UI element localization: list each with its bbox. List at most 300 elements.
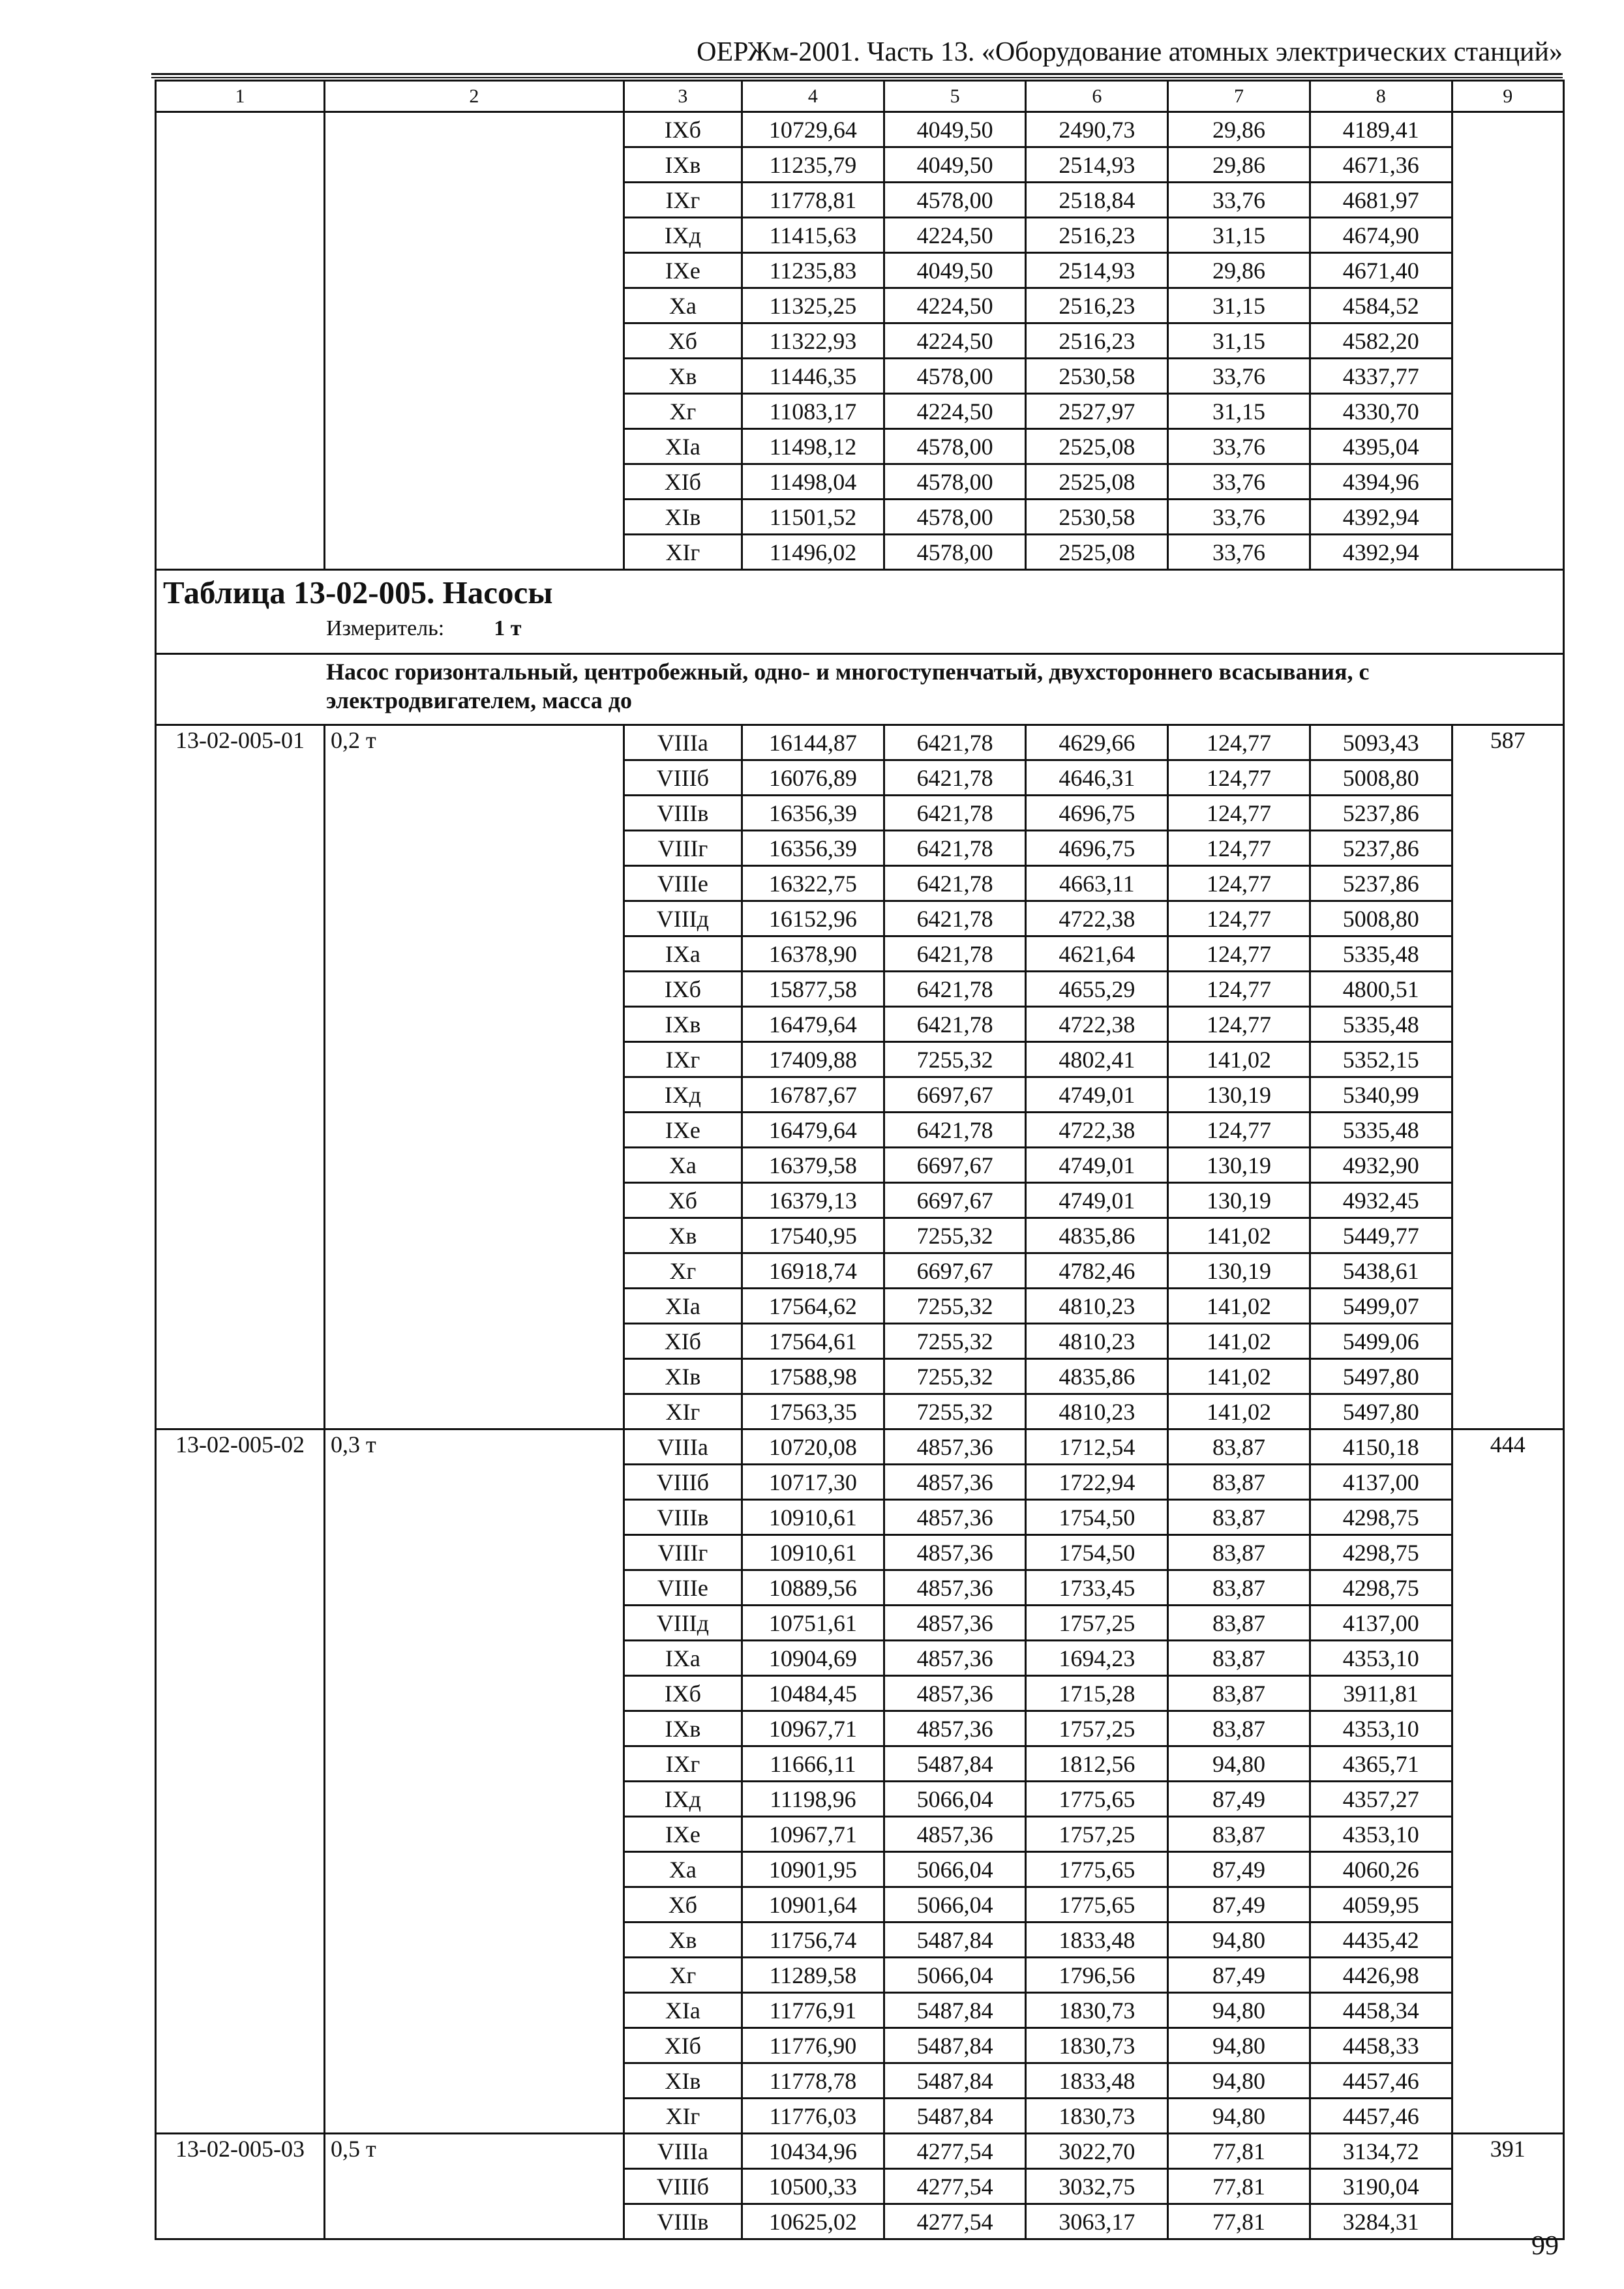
machine-cost-cell: 4629,66: [1026, 725, 1168, 760]
labor-cost-cell: 6421,78: [884, 831, 1026, 866]
labor-cost-cell: 6697,67: [884, 1148, 1026, 1183]
operator-wage-cell: 83,87: [1168, 1817, 1310, 1852]
operator-wage-cell: 124,77: [1168, 760, 1310, 796]
operator-wage-cell: 83,87: [1168, 1606, 1310, 1641]
blank-cell: [156, 112, 325, 570]
region-cell: Xг: [624, 1958, 742, 1993]
materials-cost-cell: 5093,43: [1310, 725, 1452, 760]
materials-cost-cell: 5237,86: [1310, 866, 1452, 901]
operator-wage-cell: 130,19: [1168, 1148, 1310, 1183]
region-cell: XIг: [624, 535, 742, 570]
materials-cost-cell: 4353,10: [1310, 1817, 1452, 1852]
labor-cost-cell: 6421,78: [884, 901, 1026, 936]
machine-cost-cell: 1775,65: [1026, 1782, 1168, 1817]
machine-cost-cell: 1830,73: [1026, 1993, 1168, 2028]
operator-wage-cell: 141,02: [1168, 1324, 1310, 1359]
machine-cost-cell: 1833,48: [1026, 2063, 1168, 2099]
machine-cost-cell: 4782,46: [1026, 1253, 1168, 1289]
total-cost-cell: 16152,96: [742, 901, 884, 936]
operator-wage-cell: 124,77: [1168, 1007, 1310, 1042]
region-cell: Xа: [624, 1852, 742, 1887]
region-cell: Xб: [624, 1183, 742, 1218]
resource-cell: 587: [1452, 725, 1563, 1429]
labor-cost-cell: 7255,32: [884, 1218, 1026, 1253]
total-cost-cell: 11666,11: [742, 1746, 884, 1782]
machine-cost-cell: 4749,01: [1026, 1183, 1168, 1218]
materials-cost-cell: 5497,80: [1310, 1394, 1452, 1429]
labor-cost-cell: 4578,00: [884, 183, 1026, 218]
page-header: ОЕРЖм-2001. Часть 13. «Оборудование атомных электрических станций»: [697, 37, 1563, 67]
region-cell: VIIIг: [624, 1535, 742, 1570]
operator-wage-cell: 141,02: [1168, 1394, 1310, 1429]
materials-cost-cell: 4392,94: [1310, 535, 1452, 570]
operator-wage-cell: 29,86: [1168, 112, 1310, 147]
region-cell: IXe: [624, 253, 742, 288]
machine-cost-cell: 4749,01: [1026, 1077, 1168, 1113]
labor-cost-cell: 6697,67: [884, 1253, 1026, 1289]
total-cost-cell: 16479,64: [742, 1007, 884, 1042]
labor-cost-cell: 4857,36: [884, 1606, 1026, 1641]
item-description: Насос горизонтальный, центробежный, одно- и многоступенчатый, двухстороннего всасывания, с электродвигателем, масса до: [156, 654, 1564, 725]
materials-cost-cell: 5335,48: [1310, 936, 1452, 972]
description-row: [156, 654, 1564, 725]
table-title: Таблица 13-02-005. Насосы: [163, 575, 553, 610]
labor-cost-cell: 6421,78: [884, 972, 1026, 1007]
table-row: [156, 725, 1564, 760]
total-cost-cell: 17564,62: [742, 1289, 884, 1324]
machine-cost-cell: 1754,50: [1026, 1500, 1168, 1535]
operator-wage-cell: 141,02: [1168, 1359, 1310, 1394]
materials-cost-cell: 4150,18: [1310, 1429, 1452, 1465]
region-cell: Xв: [624, 1218, 742, 1253]
code-cell: 13-02-005-01: [156, 725, 325, 1429]
materials-cost-cell: 4674,90: [1310, 218, 1452, 253]
labor-cost-cell: 4578,00: [884, 464, 1026, 500]
machine-cost-cell: 1812,56: [1026, 1746, 1168, 1782]
labor-cost-cell: 4277,54: [884, 2169, 1026, 2204]
materials-cost-cell: 4395,04: [1310, 429, 1452, 464]
region-cell: VIIIг: [624, 831, 742, 866]
total-cost-cell: 11778,78: [742, 2063, 884, 2099]
machine-cost-cell: 4810,23: [1026, 1289, 1168, 1324]
total-cost-cell: 10720,08: [742, 1429, 884, 1465]
blank-cell: [325, 112, 624, 570]
labor-cost-cell: 5066,04: [884, 1887, 1026, 1922]
total-cost-cell: 11776,91: [742, 1993, 884, 2028]
total-cost-cell: 10901,95: [742, 1852, 884, 1887]
machine-cost-cell: 4696,75: [1026, 831, 1168, 866]
materials-cost-cell: 4932,90: [1310, 1148, 1452, 1183]
total-cost-cell: 16479,64: [742, 1113, 884, 1148]
region-cell: IXe: [624, 1113, 742, 1148]
table-title-row: [156, 570, 1564, 654]
materials-cost-cell: 5352,15: [1310, 1042, 1452, 1077]
materials-cost-cell: 5499,06: [1310, 1324, 1452, 1359]
region-cell: XIг: [624, 2099, 742, 2134]
region-cell: XIб: [624, 464, 742, 500]
total-cost-cell: 11325,25: [742, 288, 884, 323]
total-cost-cell: 10717,30: [742, 1465, 884, 1500]
column-number: 1: [156, 81, 325, 112]
materials-cost-cell: 5438,61: [1310, 1253, 1452, 1289]
region-cell: VIIIа: [624, 2134, 742, 2169]
machine-cost-cell: 2525,08: [1026, 429, 1168, 464]
operator-wage-cell: 83,87: [1168, 1465, 1310, 1500]
column-number: 3: [624, 81, 742, 112]
materials-cost-cell: 4137,00: [1310, 1606, 1452, 1641]
materials-cost-cell: 4353,10: [1310, 1641, 1452, 1676]
region-cell: VIIIб: [624, 1465, 742, 1500]
resource-cell: 444: [1452, 1429, 1563, 2134]
machine-cost-cell: 1757,25: [1026, 1606, 1168, 1641]
rates-table: [155, 80, 1565, 2240]
labor-cost-cell: 4857,36: [884, 1817, 1026, 1852]
region-cell: VIIIд: [624, 1606, 742, 1641]
operator-wage-cell: 130,19: [1168, 1183, 1310, 1218]
machine-cost-cell: 4835,86: [1026, 1359, 1168, 1394]
operator-wage-cell: 31,15: [1168, 218, 1310, 253]
materials-cost-cell: 5237,86: [1310, 796, 1452, 831]
labor-cost-cell: 4578,00: [884, 535, 1026, 570]
machine-cost-cell: 4722,38: [1026, 901, 1168, 936]
machine-cost-cell: 1694,23: [1026, 1641, 1168, 1676]
labor-cost-cell: 5487,84: [884, 1922, 1026, 1958]
total-cost-cell: 11446,35: [742, 359, 884, 394]
operator-wage-cell: 87,49: [1168, 1887, 1310, 1922]
header-rule: [151, 77, 1563, 78]
table-row: [156, 2134, 1564, 2169]
operator-wage-cell: 83,87: [1168, 1500, 1310, 1535]
region-cell: VIIIe: [624, 866, 742, 901]
page-number: 99: [1531, 2231, 1559, 2261]
operator-wage-cell: 83,87: [1168, 1641, 1310, 1676]
column-number: 2: [325, 81, 624, 112]
machine-cost-cell: 2516,23: [1026, 323, 1168, 359]
machine-cost-cell: 4646,31: [1026, 760, 1168, 796]
labor-cost-cell: 6697,67: [884, 1077, 1026, 1113]
machine-cost-cell: 1722,94: [1026, 1465, 1168, 1500]
materials-cost-cell: 4060,26: [1310, 1852, 1452, 1887]
total-cost-cell: 16356,39: [742, 831, 884, 866]
materials-cost-cell: 4671,40: [1310, 253, 1452, 288]
materials-cost-cell: 4059,95: [1310, 1887, 1452, 1922]
machine-cost-cell: 1796,56: [1026, 1958, 1168, 1993]
region-cell: IXд: [624, 1077, 742, 1113]
materials-cost-cell: 4457,46: [1310, 2063, 1452, 2099]
operator-wage-cell: 77,81: [1168, 2134, 1310, 2169]
machine-cost-cell: 2530,58: [1026, 500, 1168, 535]
region-cell: XIа: [624, 1289, 742, 1324]
total-cost-cell: 11776,03: [742, 2099, 884, 2134]
region-cell: XIв: [624, 500, 742, 535]
machine-cost-cell: 1715,28: [1026, 1676, 1168, 1711]
total-cost-cell: 11198,96: [742, 1782, 884, 1817]
materials-cost-cell: 4681,97: [1310, 183, 1452, 218]
labor-cost-cell: 5066,04: [884, 1852, 1026, 1887]
total-cost-cell: 10729,64: [742, 112, 884, 147]
total-cost-cell: 16356,39: [742, 796, 884, 831]
materials-cost-cell: 4353,10: [1310, 1711, 1452, 1746]
region-cell: XIа: [624, 429, 742, 464]
total-cost-cell: 11498,04: [742, 464, 884, 500]
operator-wage-cell: 83,87: [1168, 1676, 1310, 1711]
total-cost-cell: 11289,58: [742, 1958, 884, 1993]
labor-cost-cell: 4049,50: [884, 147, 1026, 183]
machine-cost-cell: 1757,25: [1026, 1817, 1168, 1852]
operator-wage-cell: 77,81: [1168, 2169, 1310, 2204]
machine-cost-cell: 1775,65: [1026, 1887, 1168, 1922]
operator-wage-cell: 124,77: [1168, 796, 1310, 831]
labor-cost-cell: 6421,78: [884, 866, 1026, 901]
region-cell: VIIIа: [624, 725, 742, 760]
machine-cost-cell: 2525,08: [1026, 464, 1168, 500]
materials-cost-cell: 3284,31: [1310, 2204, 1452, 2239]
operator-wage-cell: 83,87: [1168, 1570, 1310, 1606]
machine-cost-cell: 1757,25: [1026, 1711, 1168, 1746]
total-cost-cell: 11776,90: [742, 2028, 884, 2063]
machine-cost-cell: 4722,38: [1026, 1007, 1168, 1042]
total-cost-cell: 11235,79: [742, 147, 884, 183]
machine-cost-cell: 4663,11: [1026, 866, 1168, 901]
total-cost-cell: 10500,33: [742, 2169, 884, 2204]
operator-wage-cell: 33,76: [1168, 500, 1310, 535]
operator-wage-cell: 94,80: [1168, 1993, 1310, 2028]
region-cell: VIIIв: [624, 796, 742, 831]
labor-cost-cell: 4049,50: [884, 112, 1026, 147]
machine-cost-cell: 4810,23: [1026, 1324, 1168, 1359]
operator-wage-cell: 33,76: [1168, 464, 1310, 500]
materials-cost-cell: 4584,52: [1310, 288, 1452, 323]
region-cell: VIIIд: [624, 901, 742, 936]
region-cell: IXe: [624, 1817, 742, 1852]
machine-cost-cell: 1775,65: [1026, 1852, 1168, 1887]
operator-wage-cell: 94,80: [1168, 1922, 1310, 1958]
region-cell: IXа: [624, 936, 742, 972]
materials-cost-cell: 4394,96: [1310, 464, 1452, 500]
materials-cost-cell: 5335,48: [1310, 1007, 1452, 1042]
header-rule: [151, 73, 1563, 75]
machine-cost-cell: 4722,38: [1026, 1113, 1168, 1148]
labor-cost-cell: 5487,84: [884, 1993, 1026, 2028]
materials-cost-cell: 3911,81: [1310, 1676, 1452, 1711]
operator-wage-cell: 124,77: [1168, 901, 1310, 936]
region-cell: IXа: [624, 1641, 742, 1676]
machine-cost-cell: 2525,08: [1026, 535, 1168, 570]
materials-cost-cell: 3134,72: [1310, 2134, 1452, 2169]
materials-cost-cell: 4932,45: [1310, 1183, 1452, 1218]
operator-wage-cell: 31,15: [1168, 394, 1310, 429]
operator-wage-cell: 124,77: [1168, 831, 1310, 866]
labor-cost-cell: 7255,32: [884, 1042, 1026, 1077]
total-cost-cell: 10484,45: [742, 1676, 884, 1711]
total-cost-cell: 16787,67: [742, 1077, 884, 1113]
total-cost-cell: 10434,96: [742, 2134, 884, 2169]
region-cell: IXг: [624, 1746, 742, 1782]
region-cell: Xв: [624, 359, 742, 394]
operator-wage-cell: 124,77: [1168, 936, 1310, 972]
blank-cell: [1452, 112, 1563, 570]
region-cell: XIв: [624, 1359, 742, 1394]
operator-wage-cell: 94,80: [1168, 1746, 1310, 1782]
region-cell: IXд: [624, 1782, 742, 1817]
operator-wage-cell: 130,19: [1168, 1253, 1310, 1289]
operator-wage-cell: 31,15: [1168, 288, 1310, 323]
materials-cost-cell: 5449,77: [1310, 1218, 1452, 1253]
column-number: 8: [1310, 81, 1452, 112]
total-cost-cell: 16379,13: [742, 1183, 884, 1218]
operator-wage-cell: 29,86: [1168, 253, 1310, 288]
labor-cost-cell: 6697,67: [884, 1183, 1026, 1218]
labor-cost-cell: 4277,54: [884, 2204, 1026, 2239]
total-cost-cell: 17540,95: [742, 1218, 884, 1253]
operator-wage-cell: 33,76: [1168, 359, 1310, 394]
column-number: 5: [884, 81, 1026, 112]
materials-cost-cell: 5008,80: [1310, 901, 1452, 936]
materials-cost-cell: 4582,20: [1310, 323, 1452, 359]
region-cell: Xв: [624, 1922, 742, 1958]
machine-cost-cell: 1830,73: [1026, 2099, 1168, 2134]
region-cell: VIIIв: [624, 1500, 742, 1535]
labor-cost-cell: 4857,36: [884, 1570, 1026, 1606]
materials-cost-cell: 5008,80: [1310, 760, 1452, 796]
total-cost-cell: 10967,71: [742, 1817, 884, 1852]
total-cost-cell: 10625,02: [742, 2204, 884, 2239]
labor-cost-cell: 6421,78: [884, 1007, 1026, 1042]
materials-cost-cell: 5335,48: [1310, 1113, 1452, 1148]
total-cost-cell: 11498,12: [742, 429, 884, 464]
labor-cost-cell: 4224,50: [884, 218, 1026, 253]
mass-cell: 0,5 т: [325, 2134, 624, 2239]
labor-cost-cell: 7255,32: [884, 1289, 1026, 1324]
operator-wage-cell: 33,76: [1168, 429, 1310, 464]
total-cost-cell: 11322,93: [742, 323, 884, 359]
labor-cost-cell: 4049,50: [884, 253, 1026, 288]
materials-cost-cell: 5237,86: [1310, 831, 1452, 866]
total-cost-cell: 17564,61: [742, 1324, 884, 1359]
machine-cost-cell: 4802,41: [1026, 1042, 1168, 1077]
materials-cost-cell: 5340,99: [1310, 1077, 1452, 1113]
total-cost-cell: 11083,17: [742, 394, 884, 429]
machine-cost-cell: 2514,93: [1026, 253, 1168, 288]
materials-cost-cell: 4800,51: [1310, 972, 1452, 1007]
region-cell: XIб: [624, 1324, 742, 1359]
labor-cost-cell: 4857,36: [884, 1676, 1026, 1711]
operator-wage-cell: 33,76: [1168, 535, 1310, 570]
materials-cost-cell: 4357,27: [1310, 1782, 1452, 1817]
operator-wage-cell: 83,87: [1168, 1429, 1310, 1465]
total-cost-cell: 11415,63: [742, 218, 884, 253]
machine-cost-cell: 2490,73: [1026, 112, 1168, 147]
operator-wage-cell: 33,76: [1168, 183, 1310, 218]
machine-cost-cell: 4810,23: [1026, 1394, 1168, 1429]
machine-cost-cell: 3032,75: [1026, 2169, 1168, 2204]
labor-cost-cell: 4857,36: [884, 1535, 1026, 1570]
labor-cost-cell: 6421,78: [884, 1113, 1026, 1148]
total-cost-cell: 11235,83: [742, 253, 884, 288]
operator-wage-cell: 83,87: [1168, 1535, 1310, 1570]
operator-wage-cell: 124,77: [1168, 866, 1310, 901]
operator-wage-cell: 94,80: [1168, 2063, 1310, 2099]
labor-cost-cell: 4578,00: [884, 359, 1026, 394]
region-cell: Xг: [624, 1253, 742, 1289]
materials-cost-cell: 4457,46: [1310, 2099, 1452, 2134]
materials-cost-cell: 5497,80: [1310, 1359, 1452, 1394]
total-cost-cell: 15877,58: [742, 972, 884, 1007]
machine-cost-cell: 2514,93: [1026, 147, 1168, 183]
labor-cost-cell: 6421,78: [884, 796, 1026, 831]
labor-cost-cell: 6421,78: [884, 936, 1026, 972]
total-cost-cell: 11501,52: [742, 500, 884, 535]
total-cost-cell: 10967,71: [742, 1711, 884, 1746]
region-cell: Xа: [624, 1148, 742, 1183]
region-cell: Xб: [624, 1887, 742, 1922]
operator-wage-cell: 87,49: [1168, 1958, 1310, 1993]
mass-cell: 0,2 т: [325, 725, 624, 1429]
table-title-cell: [156, 570, 1564, 654]
machine-cost-cell: 1712,54: [1026, 1429, 1168, 1465]
region-cell: XIб: [624, 2028, 742, 2063]
materials-cost-cell: 4671,36: [1310, 147, 1452, 183]
total-cost-cell: 11756,74: [742, 1922, 884, 1958]
column-number: 7: [1168, 81, 1310, 112]
total-cost-cell: 11778,81: [742, 183, 884, 218]
labor-cost-cell: 4277,54: [884, 2134, 1026, 2169]
materials-cost-cell: 4435,42: [1310, 1922, 1452, 1958]
region-cell: Xб: [624, 323, 742, 359]
code-cell: 13-02-005-03: [156, 2134, 325, 2239]
total-cost-cell: 16378,90: [742, 936, 884, 972]
labor-cost-cell: 4224,50: [884, 323, 1026, 359]
operator-wage-cell: 141,02: [1168, 1289, 1310, 1324]
materials-cost-cell: 4137,00: [1310, 1465, 1452, 1500]
column-number: 6: [1026, 81, 1168, 112]
region-cell: VIIIб: [624, 760, 742, 796]
total-cost-cell: 17409,88: [742, 1042, 884, 1077]
total-cost-cell: 10901,64: [742, 1887, 884, 1922]
materials-cost-cell: 4330,70: [1310, 394, 1452, 429]
total-cost-cell: 17588,98: [742, 1359, 884, 1394]
total-cost-cell: 17563,35: [742, 1394, 884, 1429]
machine-cost-cell: 1830,73: [1026, 2028, 1168, 2063]
total-cost-cell: 16076,89: [742, 760, 884, 796]
materials-cost-cell: 4458,34: [1310, 1993, 1452, 2028]
operator-wage-cell: 124,77: [1168, 725, 1310, 760]
labor-cost-cell: 6421,78: [884, 725, 1026, 760]
total-cost-cell: 10910,61: [742, 1535, 884, 1570]
region-cell: IXв: [624, 1007, 742, 1042]
operator-wage-cell: 29,86: [1168, 147, 1310, 183]
column-number: 4: [742, 81, 884, 112]
region-cell: IXв: [624, 1711, 742, 1746]
total-cost-cell: 11496,02: [742, 535, 884, 570]
materials-cost-cell: 4426,98: [1310, 1958, 1452, 1993]
operator-wage-cell: 94,80: [1168, 2099, 1310, 2134]
operator-wage-cell: 94,80: [1168, 2028, 1310, 2063]
unit-label: Измеритель:: [326, 616, 445, 640]
labor-cost-cell: 4857,36: [884, 1429, 1026, 1465]
materials-cost-cell: 5499,07: [1310, 1289, 1452, 1324]
region-cell: VIIIб: [624, 2169, 742, 2204]
materials-cost-cell: 4365,71: [1310, 1746, 1452, 1782]
operator-wage-cell: 141,02: [1168, 1042, 1310, 1077]
labor-cost-cell: 7255,32: [884, 1394, 1026, 1429]
materials-cost-cell: 4189,41: [1310, 112, 1452, 147]
total-cost-cell: 10904,69: [742, 1641, 884, 1676]
region-cell: VIIIв: [624, 2204, 742, 2239]
labor-cost-cell: 5066,04: [884, 1958, 1026, 1993]
materials-cost-cell: 4458,33: [1310, 2028, 1452, 2063]
region-cell: IXб: [624, 1676, 742, 1711]
